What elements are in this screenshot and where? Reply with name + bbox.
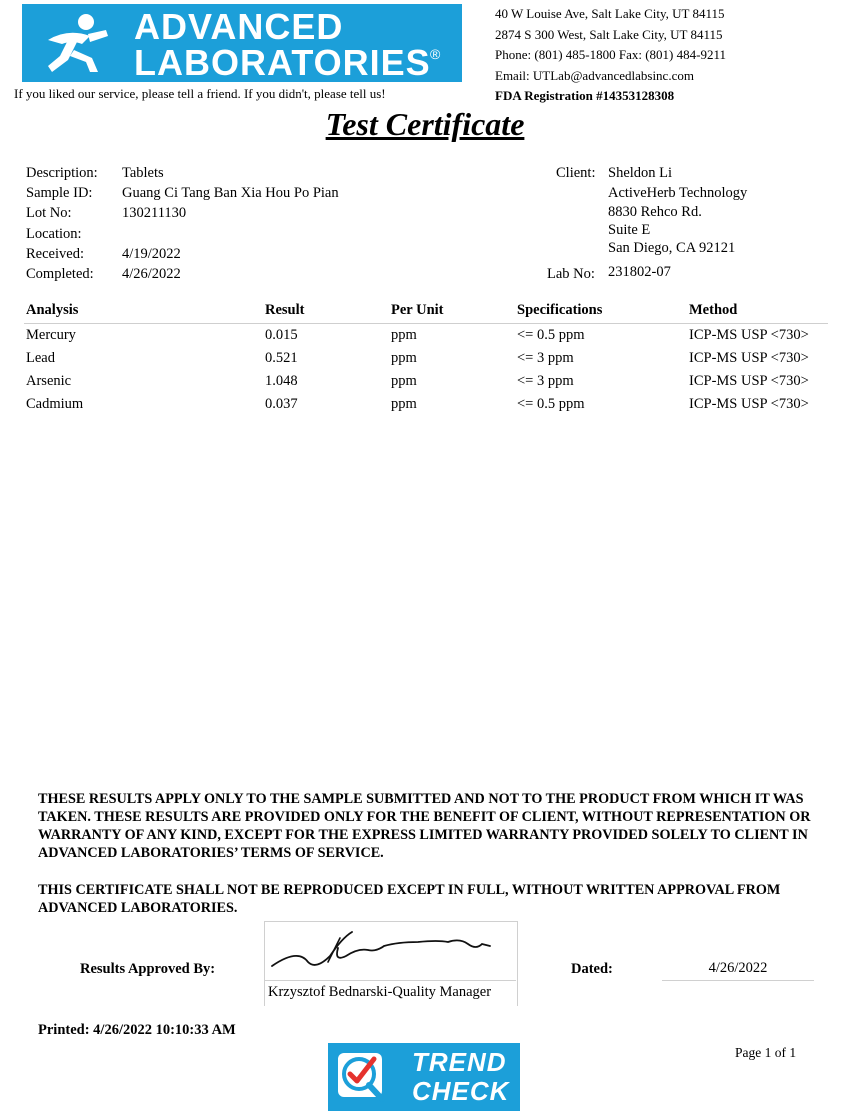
column-header-per-unit: Per Unit <box>391 302 444 318</box>
running-figure-icon <box>28 10 118 76</box>
unit-cell: ppm <box>391 396 417 412</box>
description-label: Description: <box>26 165 98 181</box>
table-header-divider <box>24 323 828 324</box>
received-value: 4/19/2022 <box>122 246 181 262</box>
table-row <box>0 373 850 393</box>
lot-value: 130211130 <box>122 205 187 221</box>
unit-cell: ppm <box>391 373 417 389</box>
client-label: Client: <box>556 165 596 181</box>
spec-cell: <= 3 ppm <box>517 350 574 366</box>
result-cell: 1.048 <box>265 373 298 389</box>
description-value: Tablets <box>122 165 164 181</box>
analysis-cell: Mercury <box>26 327 76 343</box>
sample-id-value: Guang Ci Tang Ban Xia Hou Po Pian <box>122 185 339 201</box>
analysis-cell: Cadmium <box>26 396 84 412</box>
logo-text-line2: LABORATORIES <box>134 42 431 83</box>
method-cell: ICP-MS USP <730> <box>689 373 809 389</box>
lot-label: Lot No: <box>26 205 72 221</box>
address-line: 2874 S 300 West, Salt Lake City, UT 84115 <box>495 26 723 42</box>
lab-no-value: 231802-07 <box>608 264 671 280</box>
dated-label: Dated: <box>571 961 613 977</box>
result-cell: 0.015 <box>265 327 298 343</box>
tagline: If you liked our service, please tell a friend. If you didn't, please tell us! <box>14 86 386 101</box>
trend-check-line2: CHECK <box>412 1076 510 1106</box>
email-line: Email: UTLab@advancedlabsinc.com <box>495 67 694 83</box>
table-row <box>0 327 850 347</box>
reproduction-notice: THIS CERTIFICATE SHALL NOT BE REPRODUCED EXCEPT IN FULL, WITHOUT WRITTEN APPROVAL FROM ADVANCED LABORATORIES. <box>38 882 781 916</box>
logo-text-line1: ADVANCED <box>134 6 344 47</box>
result-cell: 0.037 <box>265 396 298 412</box>
column-header-method: Method <box>689 302 738 318</box>
method-cell: ICP-MS USP <730> <box>689 396 809 412</box>
client-street: 8830 Rehco Rd. <box>608 204 702 220</box>
result-cell: 0.521 <box>265 350 298 366</box>
table-row <box>0 350 850 370</box>
results-disclaimer: THESE RESULTS APPLY ONLY TO THE SAMPLE SUBMITTED AND NOT TO THE PRODUCT FROM WHICH IT WAS TAKEN. THESE RESULTS ARE PROVIDED ONLY FOR THE BENEFIT OF CLIENT, WITHOUT REPRESENTATION OR WARRANTY OF ANY KIND, EXCEPT FOR THE EXPRESS LIMITED WARRANTY PROVIDED SOLELY TO CLIENT IN ADVANCED LABORATORIES’ TERMS OF SERVICE. <box>38 791 811 861</box>
lab-address-block <box>495 4 726 107</box>
client-suite: Suite E <box>608 222 651 238</box>
completed-value: 4/26/2022 <box>122 266 181 282</box>
page-number: Page 1 of 1 <box>735 1045 797 1060</box>
printed-timestamp: Printed: 4/26/2022 10:10:33 AM <box>38 1022 236 1038</box>
unit-cell: ppm <box>391 327 417 343</box>
client-city: San Diego, CA 92121 <box>608 240 736 256</box>
page-title: Test Certificate <box>325 106 525 142</box>
date-line <box>662 980 814 981</box>
advanced-laboratories-logo <box>22 4 462 82</box>
signature-image <box>268 926 512 978</box>
lab-no-label: Lab No: <box>547 266 595 282</box>
method-cell: ICP-MS USP <730> <box>689 350 809 366</box>
spec-cell: <= 0.5 ppm <box>517 327 585 343</box>
spec-cell: <= 3 ppm <box>517 373 574 389</box>
spec-cell: <= 0.5 ppm <box>517 396 585 412</box>
column-header-specifications: Specifications <box>517 302 603 318</box>
trend-check-line1: TREND <box>412 1047 507 1077</box>
signer-name: Krzysztof Bednarski-Quality Manager <box>268 984 492 1000</box>
approved-by-label: Results Approved By: <box>80 961 216 977</box>
unit-cell: ppm <box>391 350 417 366</box>
registered-mark: ® <box>430 46 441 62</box>
client-name: Sheldon Li <box>608 165 673 181</box>
column-header-analysis: Analysis <box>26 302 79 318</box>
client-company: ActiveHerb Technology <box>608 185 748 201</box>
fda-registration: FDA Registration #14353128308 <box>495 88 675 103</box>
phone-fax-line: Phone: (801) 485-1800 Fax: (801) 484-9211 <box>495 47 726 62</box>
signature-line <box>265 980 516 981</box>
sample-id-label: Sample ID: <box>26 185 93 201</box>
completed-label: Completed: <box>26 266 94 282</box>
magnifier-check-icon <box>334 1049 400 1105</box>
dated-value: 4/26/2022 <box>708 960 768 976</box>
location-label: Location: <box>26 226 82 242</box>
trend-check-logo <box>328 1043 520 1111</box>
analysis-cell: Lead <box>26 350 55 366</box>
table-row <box>0 396 850 416</box>
analysis-cell: Arsenic <box>26 373 72 389</box>
address-line: 40 W Louise Ave, Salt Lake City, UT 84115 <box>495 6 725 21</box>
received-label: Received: <box>26 246 84 262</box>
column-header-result: Result <box>265 302 305 318</box>
method-cell: ICP-MS USP <730> <box>689 327 809 343</box>
